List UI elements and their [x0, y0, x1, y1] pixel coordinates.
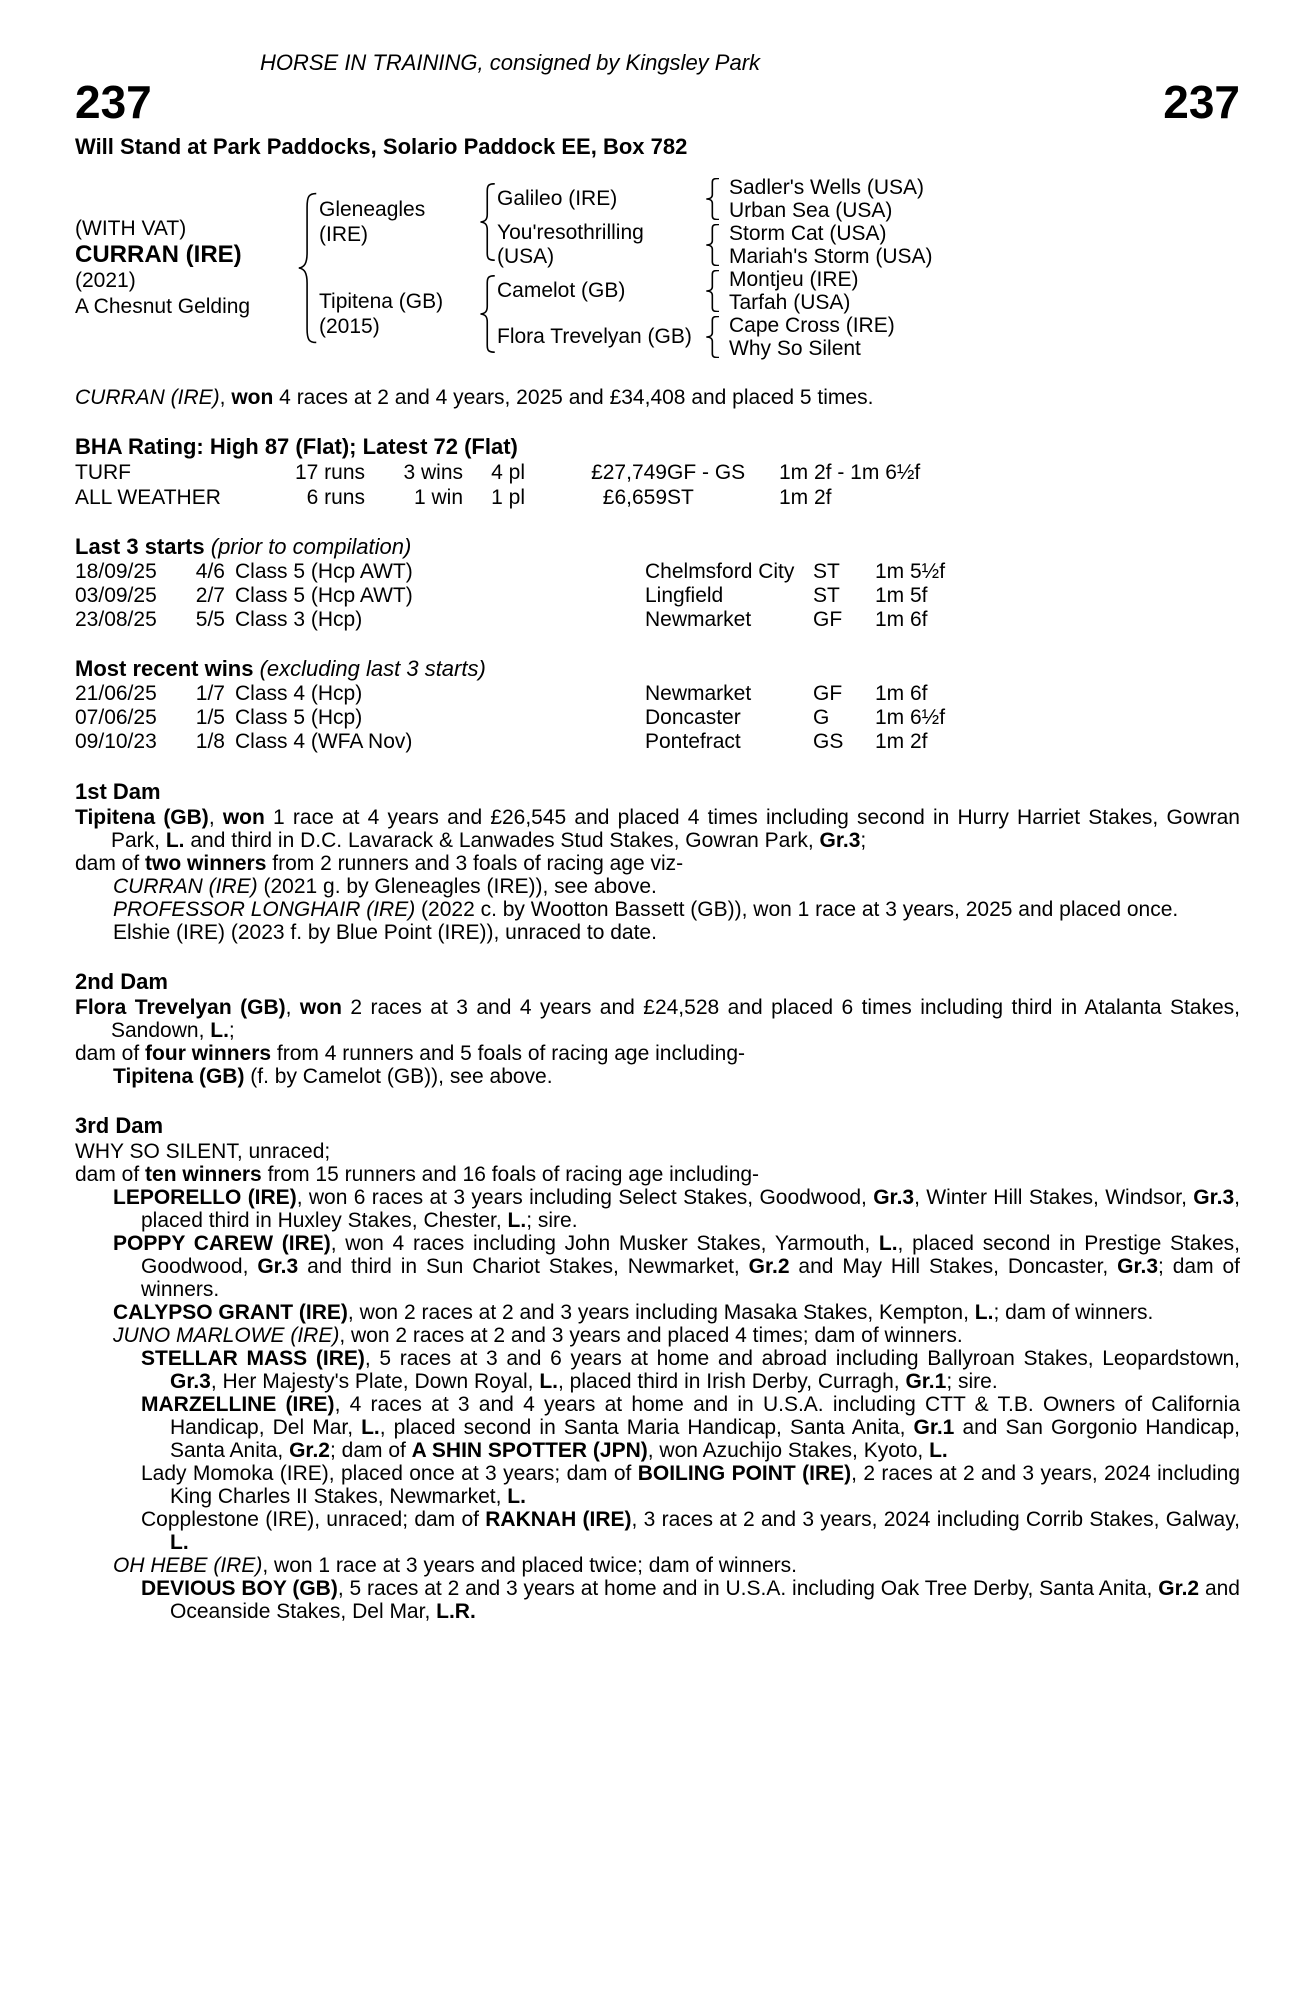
- recent-wins-heading: Most recent wins (excluding last 3 starts): [75, 656, 486, 681]
- ancestor-name: Montjeu (IRE): [729, 268, 859, 291]
- foaling-year: (2021): [75, 269, 136, 292]
- progeny-entry: DEVIOUS BOY (GB), 5 races at 2 and 3 years at home and in U.S.A. including Oak Tree Derby, Santa Anita, Gr.2 and Oceanside Stakes, Del Mar, L.R.: [141, 1577, 1240, 1623]
- class-cell: Class 5 (Hcp AWT): [235, 584, 413, 607]
- distance-cell: 1m 6f: [875, 682, 928, 705]
- lot-number-row: [75, 76, 1240, 128]
- position-cell: 5/5: [195, 608, 225, 631]
- progeny-entry: Copplestone (IRE), unraced; dam of RAKNAH (IRE), 3 races at 2 and 3 years, 2024 including Corrib Stakes, Galway, L.: [141, 1508, 1241, 1554]
- lot-number-left: 237: [75, 76, 152, 128]
- race-summary: CURRAN (IRE), won 4 races at 2 and 4 years, 2025 and £34,408 and placed 5 times.: [75, 386, 874, 409]
- runs-cell: 6 runs: [306, 486, 365, 509]
- position-cell: 4/6: [195, 560, 225, 583]
- distance-cell: 1m 2f: [779, 486, 832, 509]
- dam-sire-name: Camelot (GB): [497, 279, 626, 302]
- dam-record: WHY SO SILENT, unraced;: [75, 1140, 331, 1163]
- page-header: HORSE IN TRAINING, consigned by Kingsley Park: [259, 50, 761, 75]
- distance-cell: 1m 2f: [875, 730, 928, 753]
- pedigree-brace-sire: [479, 183, 497, 261]
- progeny-entry: CURRAN (IRE) (2021 g. by Gleneagles (IRE)), see above.: [113, 875, 657, 898]
- ancestor-name: Storm Cat (USA): [729, 222, 887, 245]
- progeny-entry: OH HEBE (IRE), won 1 race at 3 years and placed twice; dam of winners.: [113, 1554, 797, 1577]
- recent-wins-section: [75, 656, 1240, 754]
- course-cell: Pontefract: [645, 730, 741, 753]
- course-cell: Chelmsford City: [645, 560, 795, 583]
- bha-rating-section: [75, 434, 1240, 510]
- surface-cell: TURF: [75, 461, 131, 484]
- progeny-entry: PROFESSOR LONGHAIR (IRE) (2022 c. by Wootton Bassett (GB)), won 1 race at 3 years, 2025 and placed once.: [113, 898, 1179, 921]
- surface-cell: ALL WEATHER: [75, 486, 221, 509]
- course-cell: Newmarket: [645, 608, 752, 631]
- date-cell: 21/06/25: [75, 682, 157, 705]
- ancestor-name: Why So Silent: [729, 337, 861, 360]
- distance-cell: 1m 6f: [875, 608, 928, 631]
- going-cell: GF - GS: [667, 461, 746, 484]
- dam-produce-summary: dam of four winners from 4 runners and 5 foals of racing age including-: [75, 1042, 745, 1065]
- date-cell: 03/09/25: [75, 584, 157, 607]
- pedigree-brace-dam: [479, 275, 497, 353]
- progeny-entry: MARZELLINE (IRE), 4 races at 3 and 4 years at home and in U.S.A. including CTT & T.B. Owners of California Handicap, Del Mar, L., placed second in Santa Maria Handicap, Santa Anita, Gr.1 and San Gorgonio Handicap, Santa Anita, Gr.2; dam of A SHIN SPOTTER (JPN), won Azuchijo Stakes, Kyoto, L.: [141, 1393, 1240, 1462]
- ancestor-name: Tarfah (USA): [729, 291, 851, 314]
- position-cell: 2/7: [195, 584, 225, 607]
- progeny-entry: STELLAR MASS (IRE), 5 races at 3 and 6 years at home and abroad including Ballyroan Stakes, Leopardstown, Gr.3, Her Majesty's Plate, Down Royal, L., placed third in Irish Derby, Curragh, Gr.1; sire.: [141, 1347, 1240, 1393]
- position-cell: 1/5: [195, 706, 225, 729]
- going-cell: G: [813, 706, 830, 729]
- second-dam-heading: 2nd Dam: [75, 969, 168, 994]
- last-starts-section: [75, 534, 1240, 632]
- class-cell: Class 5 (Hcp AWT): [235, 560, 413, 583]
- granddam-group: [497, 222, 933, 268]
- progeny-entry: LEPORELLO (IRE), won 6 races at 3 years including Select Stakes, Goodwood, Gr.3, Winter Hill Stakes, Windsor, Gr.3, placed third in Huxley Stakes, Chester, L.; sire.: [113, 1186, 1240, 1232]
- pedigree-brace-small: [705, 270, 721, 312]
- course-cell: Lingfield: [645, 584, 724, 607]
- position-cell: 1/8: [195, 730, 225, 753]
- wins-cell: 3 wins: [403, 461, 463, 484]
- ancestor-name: Sadler's Wells (USA): [729, 176, 924, 199]
- recent-wins-table: [75, 682, 1240, 754]
- lot-number-right: 237: [1163, 76, 1240, 128]
- date-cell: 23/08/25: [75, 608, 157, 631]
- wins-cell: 1 win: [413, 486, 463, 509]
- progeny-entry: Lady Momoka (IRE), placed once at 3 years; dam of BOILING POINT (IRE), 2 races at 2 and 3 years, 2024 including King Charles II Stakes, Newmarket, L.: [141, 1462, 1240, 1508]
- last-starts-table: [75, 560, 1240, 632]
- progeny-entry: POPPY CAREW (IRE), won 4 races including John Musker Stakes, Yarmouth, L., placed second in Prestige Stakes, Goodwood, Gr.3 and third in Sun Chariot Stakes, Newmarket, Gr.2 and May Hill Stakes, Doncaster, Gr.3; dam of winners.: [113, 1232, 1241, 1301]
- stand-location: Will Stand at Park Paddocks, Solario Paddock EE, Box 782: [75, 134, 688, 159]
- dam-record: Tipitena (GB), won 1 race at 4 years and £26,545 and placed 4 times including second in Hurry Harriet Stakes, Gowran Park, L. and third in D.C. Lavarack & Lanwades Stud Stakes, Gowran Park, Gr.3;: [75, 806, 1240, 852]
- second-dam-section: [75, 970, 1240, 1088]
- runs-cell: 17 runs: [294, 461, 365, 484]
- dam-dam-name: Flora Trevelyan (GB): [497, 325, 692, 348]
- grandsire-group: [497, 176, 933, 222]
- earnings-cell: £27,749: [591, 461, 667, 484]
- distance-cell: 1m 6½f: [875, 706, 946, 729]
- progeny-entry: CALYPSO GRANT (IRE), won 2 races at 2 and 3 years including Masaka Stakes, Kempton, L.; dam of winners.: [113, 1301, 1154, 1324]
- sire-name: Gleneagles (IRE): [319, 198, 426, 246]
- pedigree-dam-group: [319, 268, 933, 360]
- class-cell: Class 3 (Hcp): [235, 608, 363, 631]
- first-dam-heading: 1st Dam: [75, 779, 161, 804]
- third-dam-heading: 3rd Dam: [75, 1113, 164, 1138]
- places-cell: 1 pl: [491, 486, 525, 509]
- dam-produce-summary: dam of two winners from 2 runners and 3 foals of racing age viz-: [75, 852, 684, 875]
- bha-heading: BHA Rating: High 87 (Flat); Latest 72 (Flat): [75, 434, 518, 459]
- going-cell: ST: [667, 486, 694, 509]
- horse-name: CURRAN (IRE): [75, 241, 242, 268]
- last-starts-note: (prior to compilation): [210, 534, 412, 559]
- progeny-entry: Tipitena (GB) (f. by Camelot (GB)), see above.: [113, 1065, 553, 1088]
- class-cell: Class 4 (Hcp): [235, 682, 363, 705]
- sire-sire-name: Galileo (IRE): [497, 187, 618, 210]
- pedigree-brace-main: [297, 192, 319, 344]
- granddam-group: [497, 314, 895, 360]
- sire-dam-name: You'resothrilling (USA): [497, 221, 644, 268]
- last-starts-heading: Last 3 starts (prior to compilation): [75, 534, 412, 559]
- course-cell: Newmarket: [645, 682, 752, 705]
- dam-record: Flora Trevelyan (GB), won 2 races at 3 and 4 years and £24,528 and placed 6 times including third in Atalanta Stakes, Sandown, L.;: [75, 996, 1240, 1042]
- distance-cell: 1m 2f - 1m 6½f: [779, 461, 921, 484]
- ancestor-name: Cape Cross (IRE): [729, 314, 895, 337]
- course-cell: Doncaster: [645, 706, 741, 729]
- earnings-cell: £6,659: [602, 486, 667, 509]
- pedigree-parents: [319, 176, 933, 360]
- ancestor-name: Urban Sea (USA): [729, 199, 893, 222]
- recent-wins-note: (excluding last 3 starts): [259, 656, 486, 681]
- first-dam-section: [75, 780, 1240, 944]
- pedigree-sire-group: [319, 176, 933, 268]
- pedigree-subject: [75, 216, 297, 320]
- going-cell: ST: [813, 560, 840, 583]
- dam-produce-summary: dam of ten winners from 15 runners and 16 foals of racing age including-: [75, 1163, 760, 1186]
- progeny-entry: Elshie (IRE) (2023 f. by Blue Point (IRE)), unraced to date.: [113, 921, 657, 944]
- pedigree-brace-small: [705, 316, 721, 358]
- date-cell: 09/10/23: [75, 730, 157, 753]
- vat-note: (WITH VAT): [75, 217, 187, 240]
- distance-cell: 1m 5½f: [875, 560, 946, 583]
- going-cell: GS: [813, 730, 844, 753]
- class-cell: Class 5 (Hcp): [235, 706, 363, 729]
- distance-cell: 1m 5f: [875, 584, 928, 607]
- ancestor-name: Mariah's Storm (USA): [729, 245, 933, 268]
- going-cell: GF: [813, 608, 843, 631]
- pedigree-brace-small: [705, 178, 721, 220]
- dam-name: Tipitena (GB) (2015): [319, 289, 479, 339]
- places-cell: 4 pl: [491, 461, 525, 484]
- date-cell: 18/09/25: [75, 560, 157, 583]
- progeny-entry: JUNO MARLOWE (IRE), won 2 races at 2 and 3 years and placed 4 times; dam of winners.: [113, 1324, 963, 1347]
- bha-table: [75, 460, 1240, 510]
- going-cell: GF: [813, 682, 843, 705]
- pedigree-brace-small: [705, 224, 721, 266]
- third-dam-section: [75, 1114, 1240, 1623]
- grandsire-group: [497, 268, 895, 314]
- position-cell: 1/7: [195, 682, 225, 705]
- date-cell: 07/06/25: [75, 706, 157, 729]
- class-cell: Class 4 (WFA Nov): [235, 730, 413, 753]
- pedigree-table: [75, 176, 1240, 360]
- going-cell: ST: [813, 584, 840, 607]
- horse-description: A Chesnut Gelding: [75, 295, 251, 318]
- dam-year: (2015): [319, 315, 380, 338]
